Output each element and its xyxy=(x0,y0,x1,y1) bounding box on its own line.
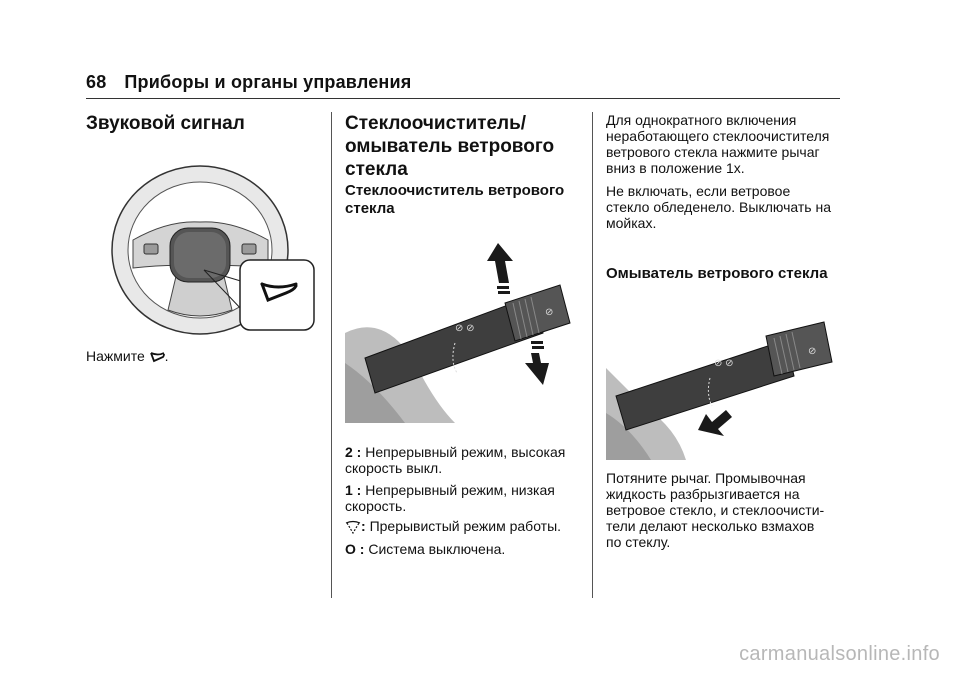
column-divider-1 xyxy=(331,112,332,598)
wiper-item-1 xyxy=(345,482,555,514)
chapter-title: Приборы и органы управления xyxy=(124,72,412,92)
para1-line3: ветрового стекла нажмите рычаг xyxy=(606,144,820,160)
wiper-item-2 xyxy=(345,444,565,476)
horn-instruction-period: . xyxy=(164,348,169,364)
svg-text:⊘ ⊘: ⊘ ⊘ xyxy=(714,358,734,369)
page-header xyxy=(86,72,411,93)
para2-line3: мойках. xyxy=(606,215,657,231)
para1-line2: неработающего стеклоочистителя xyxy=(606,128,830,144)
wiper-item-intermittent-key: : xyxy=(361,518,366,534)
watermark: carmanualsonline.info xyxy=(739,643,940,665)
horn-icon xyxy=(149,351,165,363)
page-number: 68 xyxy=(86,72,107,92)
horn-instruction-text: Нажмите xyxy=(86,348,145,364)
wiper-stalk-figure xyxy=(345,243,575,423)
wiper-item-1-line2: скорость. xyxy=(345,498,407,514)
washer-paragraph xyxy=(606,470,824,550)
wiper-item-intermittent-text: Прерывистый режим работы. xyxy=(369,518,562,534)
para2-line2: стекло обледенело. Выключать на xyxy=(606,199,831,215)
para3-line5: по стеклу. xyxy=(606,534,671,550)
wiper-item-off-key: O : xyxy=(345,541,365,557)
wiper-washer-heading-line3: стекла xyxy=(345,159,408,180)
column-divider-2 xyxy=(592,112,593,598)
wiper-washer-heading xyxy=(345,112,554,181)
intermittent-wiper-icon xyxy=(345,520,361,534)
wiper-item-2-line1: Непрерывный режим, высокая xyxy=(365,444,566,460)
wiper-subheading-line1: Стеклоочиститель ветрового xyxy=(345,182,565,199)
wiper-subheading xyxy=(345,182,564,218)
horn-steering-wheel-figure xyxy=(108,160,318,338)
wiper-item-off xyxy=(345,541,505,557)
para3-line2: жидкость разбрызгивается на xyxy=(606,486,800,502)
wiper-item-off-text: Система выключена. xyxy=(368,541,506,557)
horn-heading: Звуковой сигнал xyxy=(86,113,245,134)
para2-line1: Не включать, если ветровое xyxy=(606,183,791,199)
wiper-item-intermittent xyxy=(345,518,561,534)
washer-stalk-figure xyxy=(606,318,834,460)
para3-line4: тели делают несколько взмахов xyxy=(606,518,815,534)
para3-line1: Потяните рычаг. Промывочная xyxy=(606,470,806,486)
wiper-washer-heading-line2: омыватель ветрового xyxy=(345,136,555,157)
svg-text:⊘: ⊘ xyxy=(545,307,554,318)
wiper-item-2-line2: скорость выкл. xyxy=(345,460,443,476)
header-rule xyxy=(86,98,840,99)
wiper-washer-heading-line1: Стеклоочиститель/ xyxy=(345,113,527,134)
washer-subheading: Омыватель ветрового стекла xyxy=(606,265,828,282)
svg-text:⊘: ⊘ xyxy=(808,346,817,357)
svg-text:⊘ ⊘: ⊘ ⊘ xyxy=(455,323,475,334)
wiper-subheading-line2: стекла xyxy=(345,200,395,217)
ice-warning-paragraph xyxy=(606,183,831,231)
wiper-item-1-key: 1 : xyxy=(345,482,362,498)
single-wipe-paragraph xyxy=(606,112,829,176)
wiper-item-1-line1: Непрерывный режим, низкая xyxy=(365,482,555,498)
para1-line4: вниз в положение 1x. xyxy=(606,160,745,176)
para3-line3: ветровое стекло, и стеклоочисти- xyxy=(606,502,825,518)
wiper-item-2-key: 2 : xyxy=(345,444,362,460)
horn-instruction xyxy=(86,348,169,364)
para1-line1: Для однократного включения xyxy=(606,112,797,128)
